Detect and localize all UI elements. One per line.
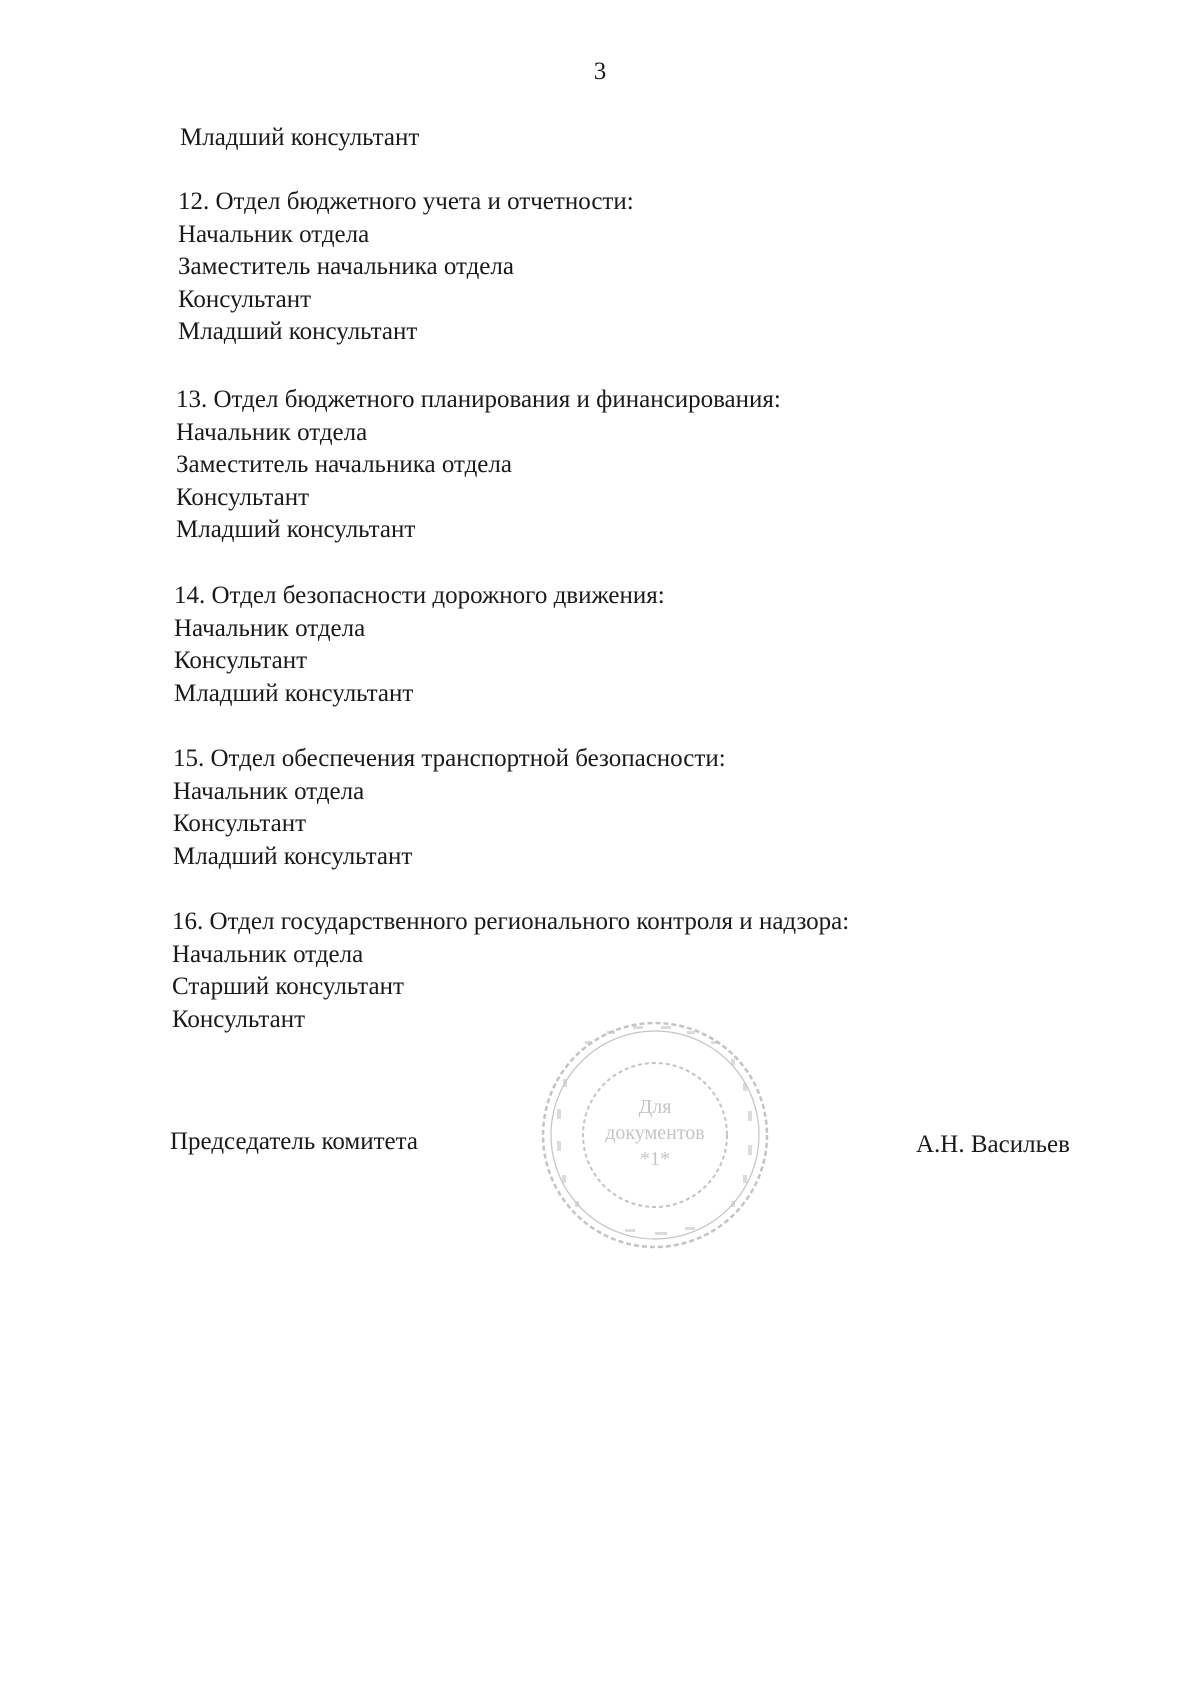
position-item: Консультант bbox=[173, 810, 307, 837]
stamp-center-line3: *1* bbox=[640, 1148, 670, 1170]
position-item: Заместитель начальника отдела bbox=[178, 253, 514, 280]
department-section-15 bbox=[173, 743, 726, 873]
stamp-center-line1: Для bbox=[638, 1096, 672, 1118]
page-number: 3 bbox=[593, 58, 607, 85]
lead-line: Младший консультант bbox=[180, 124, 420, 151]
position-item: Заместитель начальника отдела bbox=[176, 451, 512, 478]
official-stamp-icon bbox=[535, 1015, 775, 1255]
position-item: Младший консультант bbox=[174, 679, 414, 707]
position-item: Консультант bbox=[176, 483, 310, 511]
department-section-14 bbox=[174, 580, 665, 710]
position-item: Консультант bbox=[174, 647, 308, 674]
position-item: Начальник отдела bbox=[178, 220, 370, 248]
position-item: Начальник отдела bbox=[174, 614, 366, 642]
section-heading: 13. Отдел бюджетного планирования и финансирования: bbox=[176, 386, 781, 413]
department-section-13 bbox=[176, 384, 781, 547]
position-item: Начальник отдела bbox=[176, 418, 368, 446]
department-section-12 bbox=[178, 186, 634, 349]
section-heading: 15. Отдел обеспечения транспортной безопасности: bbox=[173, 745, 726, 772]
section-heading: 12. Отдел бюджетного учета и отчетности: bbox=[178, 188, 634, 215]
position-item: Консультант bbox=[178, 285, 312, 313]
stamp-center-line2: документов bbox=[605, 1122, 705, 1144]
position-item: Консультант bbox=[172, 1005, 306, 1033]
position-item: Младший консультант bbox=[176, 516, 416, 543]
signature-name: А.Н. Васильев bbox=[916, 1131, 1070, 1158]
position-item: Старший консультант bbox=[172, 973, 404, 1000]
signature-title: Председатель комитета bbox=[170, 1128, 418, 1155]
position-item: Начальник отдела bbox=[172, 940, 364, 968]
position-item: Младший консультант bbox=[178, 318, 418, 345]
position-item: Младший консультант bbox=[173, 842, 413, 870]
section-heading: 14. Отдел безопасности дорожного движения: bbox=[174, 582, 665, 609]
section-heading: 16. Отдел государственного регионального контроля и надзора: bbox=[172, 908, 850, 935]
position-item: Начальник отдела bbox=[173, 777, 365, 805]
